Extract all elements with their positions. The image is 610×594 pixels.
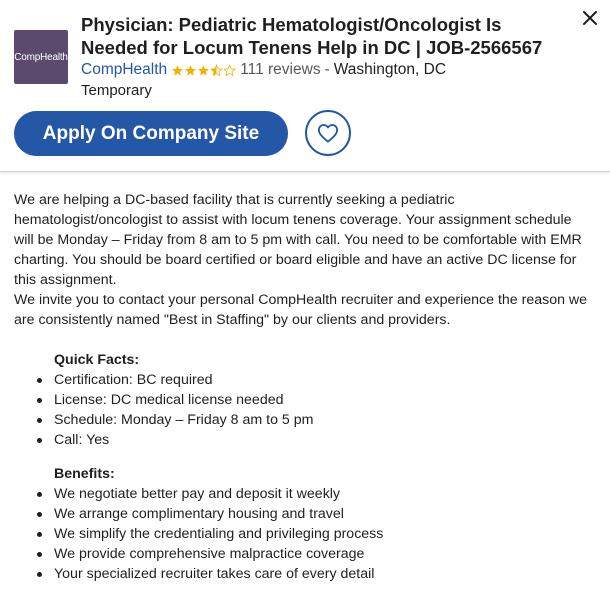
apply-button[interactable]: Apply On Company Site: [14, 111, 288, 156]
benefits-list: [54, 484, 594, 584]
list-item: We arrange complimentary housing and travel: [54, 504, 594, 524]
job-location: Washington, DC: [333, 61, 447, 78]
quick-facts-list: [54, 370, 594, 450]
list-item: License: DC medical license needed: [54, 390, 594, 410]
quick-facts-heading: Quick Facts:: [54, 352, 140, 368]
separator: -: [324, 61, 330, 78]
job-type: Temporary: [81, 82, 152, 99]
star-rating[interactable]: [171, 64, 236, 77]
heart-icon: [317, 123, 339, 143]
close-button[interactable]: [578, 6, 602, 30]
list-item: We provide comprehensive malpractice coverage: [54, 544, 594, 564]
job-header: [0, 0, 610, 172]
quick-facts-section: [14, 350, 594, 450]
reviews-link[interactable]: 111 reviews: [240, 61, 321, 78]
description-paragraph: We invite you to contact your personal CompHealth recruiter and experience the reason we are consistently named "Best in Staffing" by our clients and providers.: [14, 292, 588, 328]
star-icon: [184, 64, 197, 77]
list-item: We simplify the credentialing and privileging process: [54, 524, 594, 544]
description-paragraph: We are helping a DC-based facility that is currently seeking a pediatric hematologist/oncologist to assist with locum tenens coverage. Your assignment schedule will be Monday – Friday from 8 am to 5 pm with call. You need to be comfortable with EMR charting. You should be board certified or board eligible and have an active DC license for this assignment.: [14, 192, 582, 288]
list-item: Schedule: Monday – Friday 8 am to 5 pm: [54, 410, 594, 430]
job-title: Physician: Pediatric Hematologist/Oncologist Is Needed for Locum Tenens Help in DC | JOB-2566567: [81, 14, 543, 58]
job-description: [14, 190, 594, 584]
company-info-line: [81, 60, 446, 80]
company-logo-text: CompHealth: [14, 51, 68, 63]
benefits-heading: Benefits:: [54, 466, 115, 482]
benefits-section: [14, 464, 594, 584]
star-icon: [171, 64, 184, 77]
company-name-link[interactable]: CompHealth: [81, 61, 168, 78]
close-icon: [583, 11, 597, 25]
list-item: Certification: BC required: [54, 370, 594, 390]
save-job-button[interactable]: [305, 110, 351, 156]
list-item: We negotiate better pay and deposit it weekly: [54, 484, 594, 504]
star-icon: [197, 64, 210, 77]
half-star-icon: [210, 64, 223, 77]
list-item: Your specialized recruiter takes care of every detail: [54, 564, 594, 584]
company-logo: [14, 30, 68, 84]
list-item: Call: Yes: [54, 430, 594, 450]
empty-star-icon: [223, 64, 236, 77]
